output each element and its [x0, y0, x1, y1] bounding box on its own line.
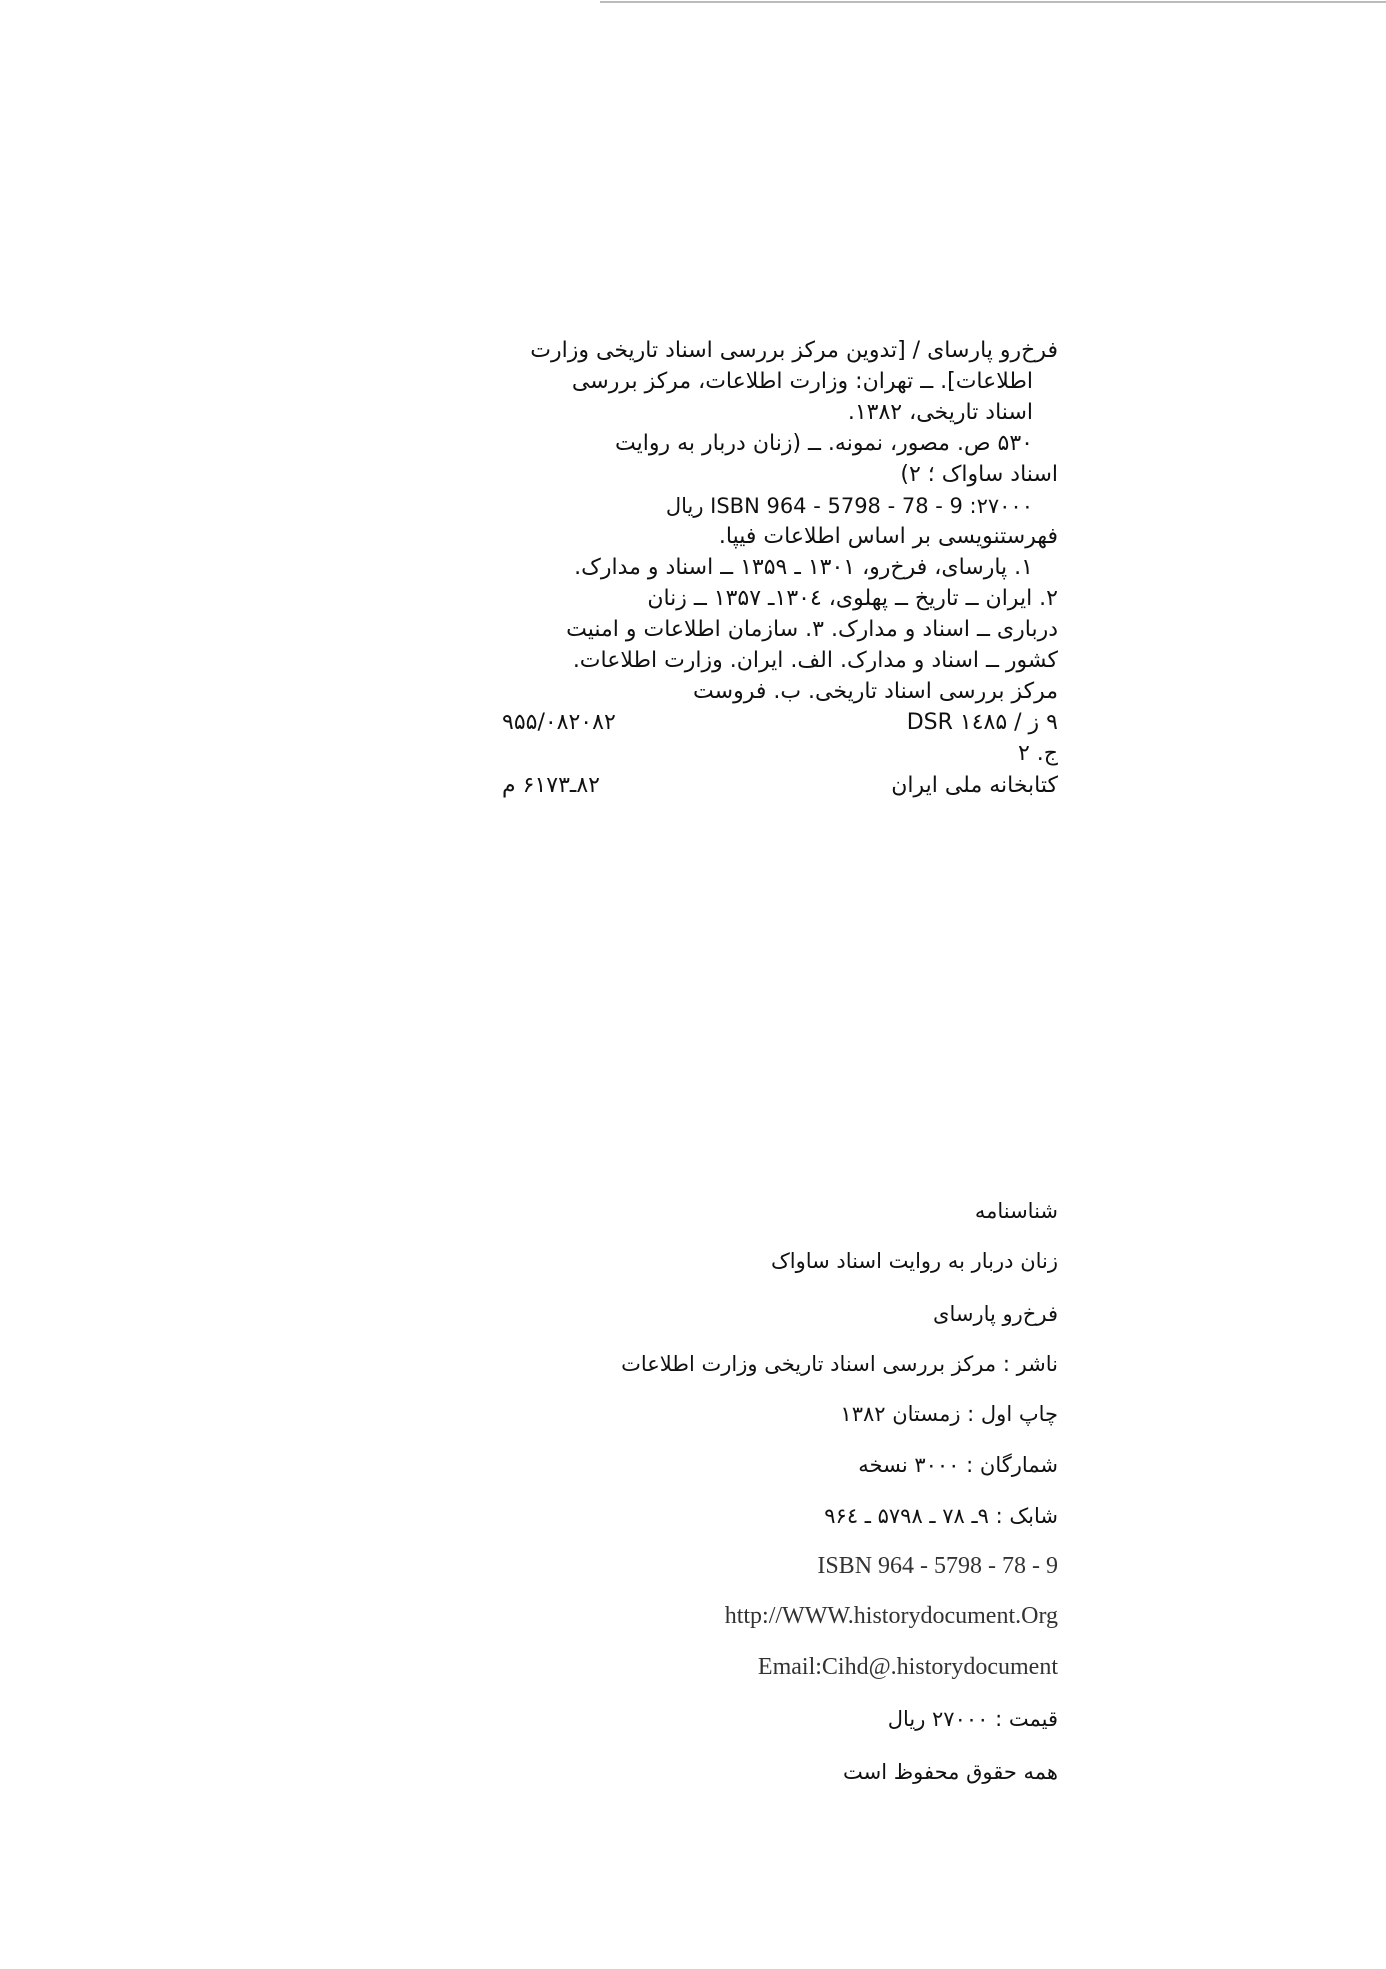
volume: ج. ۲	[1017, 741, 1058, 766]
catalog-line: اسناد ساواک ؛ ۲)	[900, 462, 1058, 487]
catalog-line: اطلاعات]. ــ تهران: وزارت اطلاعات، مرکز بررسی	[571, 369, 1033, 394]
catalog-line: فهرستنویسی بر اساس اطلاعات فیپا.	[718, 524, 1058, 549]
catalog-line: اسناد تاریخی، ۱۳۸۲.	[847, 400, 1033, 425]
library-number: ۸۲ـ۶۱۷۳ م	[502, 773, 600, 798]
catalog-line: درباری ــ اسناد و مدارک. ۳. سازمان اطلاعات و امنیت	[566, 617, 1058, 642]
author: فرخ‌رو پارسای	[933, 1302, 1058, 1326]
price: قیمت : ۲۷۰۰۰ ریال	[887, 1707, 1058, 1731]
shabak: شابک : ۹ـ ۷۸ ـ ۵۷۹۸ ـ ۹۶٤	[824, 1504, 1058, 1528]
top-border-line	[600, 1, 1386, 3]
call-number: ۹ ز / DSR ۱٤۸۵	[906, 710, 1058, 735]
library-name: کتابخانه ملی ایران	[891, 773, 1058, 798]
isbn: ISBN 964 - 5798 - 78 - 9	[817, 1553, 1058, 1579]
email: Email:Cihd@.historydocument	[757, 1654, 1058, 1680]
dewey-number: ۹۵۵/۰۸۲۰۸۲	[502, 710, 616, 735]
colophon-heading: شناسنامه	[974, 1199, 1058, 1223]
catalog-line: مرکز بررسی اسناد تاریخی. ب. فروست	[693, 679, 1058, 704]
catalog-line: فرخ‌رو پارسای / [تدوین مرکز بررسی اسناد تاریخی وزارت	[530, 338, 1058, 363]
book-title: زنان دربار به روایت اسناد ساواک	[770, 1249, 1058, 1273]
catalog-line: ۵۳۰ ص. مصور، نمونه. ــ (زنان دربار به روایت	[614, 431, 1033, 456]
publisher: ناشر : مرکز بررسی اسناد تاریخی وزارت اطلاعات	[621, 1352, 1058, 1376]
edition: چاپ اول : زمستان ۱۳۸۲	[840, 1402, 1058, 1426]
catalog-line: کشور ــ اسناد و مدارک. الف. ایران. وزارت اطلاعات.	[572, 648, 1058, 673]
rights: همه حقوق محفوظ است	[843, 1760, 1058, 1784]
print-run: شمارگان : ۳۰۰۰ نسخه	[858, 1453, 1058, 1477]
website: http://WWW.historydocument.Org	[724, 1603, 1058, 1629]
catalog-line: ۱. پارسای، فرخ‌رو، ۱۳۰۱ ـ ۱۳۵۹ ــ اسناد و مدارک.	[574, 555, 1033, 580]
catalog-isbn-line: ISBN 964 - 5798 - 78 - 9 :۲۷۰۰۰ ریال	[665, 494, 1033, 518]
catalog-line: ۲. ایران ــ تاریخ ــ پهلوی، ۱۳۰٤ـ ۱۳۵۷ ــ زنان	[647, 586, 1058, 611]
